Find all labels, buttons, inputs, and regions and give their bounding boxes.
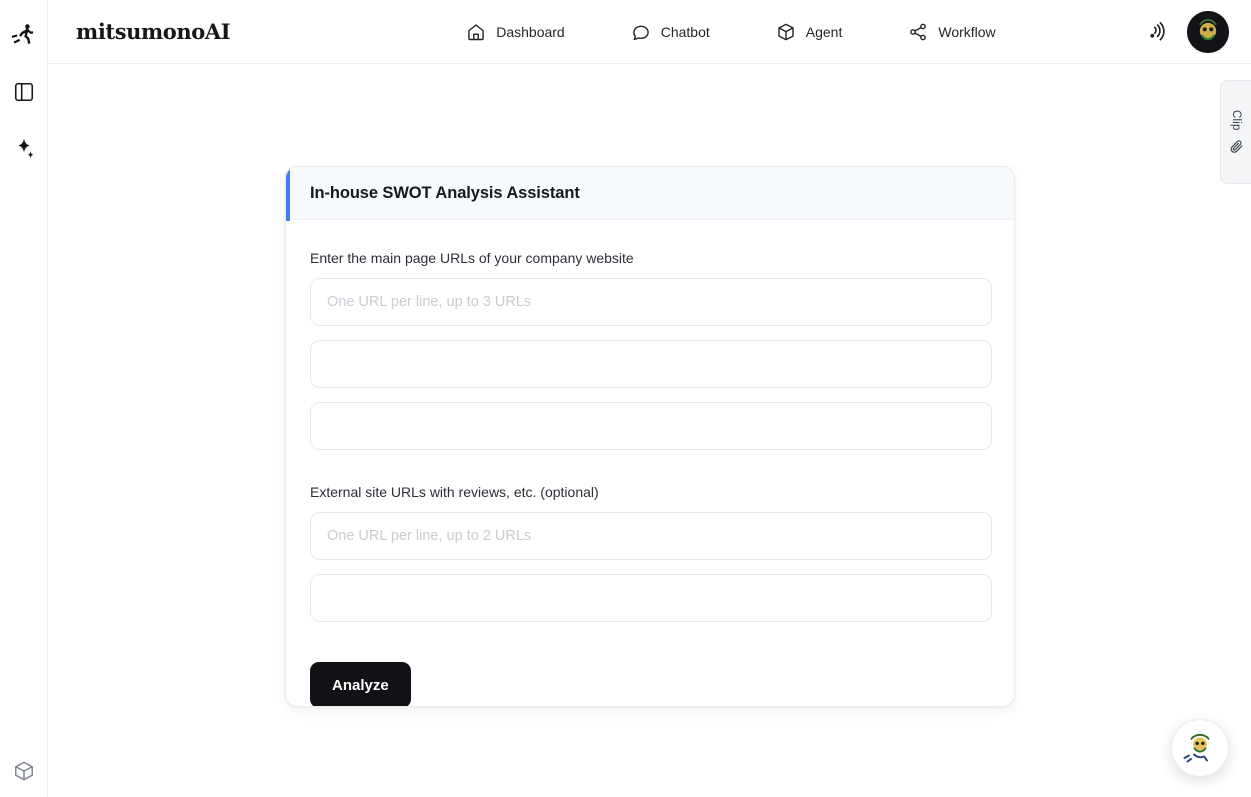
- nav-item-workflow[interactable]: [894, 16, 1009, 48]
- nav-item-dashboard[interactable]: [452, 16, 579, 48]
- company-url-input-1[interactable]: [310, 278, 992, 326]
- sparkle-icon[interactable]: [10, 134, 38, 162]
- company-url-input-3[interactable]: [310, 402, 992, 450]
- signal-broadcast-icon[interactable]: [1143, 19, 1169, 45]
- external-url-input-1[interactable]: [310, 512, 992, 560]
- topbar-right-actions: [1143, 11, 1229, 53]
- swot-form-card: [285, 166, 1015, 707]
- card-accent-bar: [286, 167, 290, 221]
- cube-box-icon[interactable]: [10, 757, 38, 785]
- external-urls-label: External site URLs with reviews, etc. (optional): [310, 484, 599, 500]
- home-icon: [466, 22, 486, 42]
- nav-label-dashboard: Dashboard: [496, 23, 565, 40]
- main-canvas: [48, 64, 1251, 797]
- nav-item-chatbot[interactable]: [617, 16, 724, 48]
- left-rail: [0, 0, 48, 797]
- card-header: [286, 167, 1014, 220]
- cube-icon: [776, 22, 796, 42]
- page-title: In-house SWOT Analysis Assistant: [310, 183, 580, 202]
- paperclip-icon: [1229, 139, 1244, 154]
- brand-logo-text[interactable]: mitsumonoAI: [76, 19, 231, 44]
- assistant-avatar-icon[interactable]: [1171, 719, 1229, 777]
- running-man-logo-icon[interactable]: [9, 20, 39, 50]
- analyze-button[interactable]: Analyze: [310, 662, 411, 707]
- chat-bubble-icon: [631, 22, 651, 42]
- clip-panel-label: Clip: [1230, 110, 1242, 131]
- user-avatar[interactable]: [1187, 11, 1229, 53]
- company-url-input-2[interactable]: [310, 340, 992, 388]
- main-nav: [452, 16, 1009, 48]
- share-nodes-icon: [908, 22, 928, 42]
- card-body: [286, 220, 1014, 707]
- nav-label-agent: Agent: [805, 23, 843, 40]
- sidebar-panel-icon[interactable]: [10, 78, 38, 106]
- nav-item-agent[interactable]: [762, 16, 857, 48]
- clip-panel-tab[interactable]: [1220, 80, 1251, 184]
- nav-label-chatbot: Chatbot: [660, 23, 710, 40]
- nav-label-workflow: Workflow: [938, 23, 996, 40]
- company-urls-label: Enter the main page URLs of your company website: [310, 250, 634, 266]
- top-bar: [48, 0, 1251, 64]
- external-url-input-2[interactable]: [310, 574, 992, 622]
